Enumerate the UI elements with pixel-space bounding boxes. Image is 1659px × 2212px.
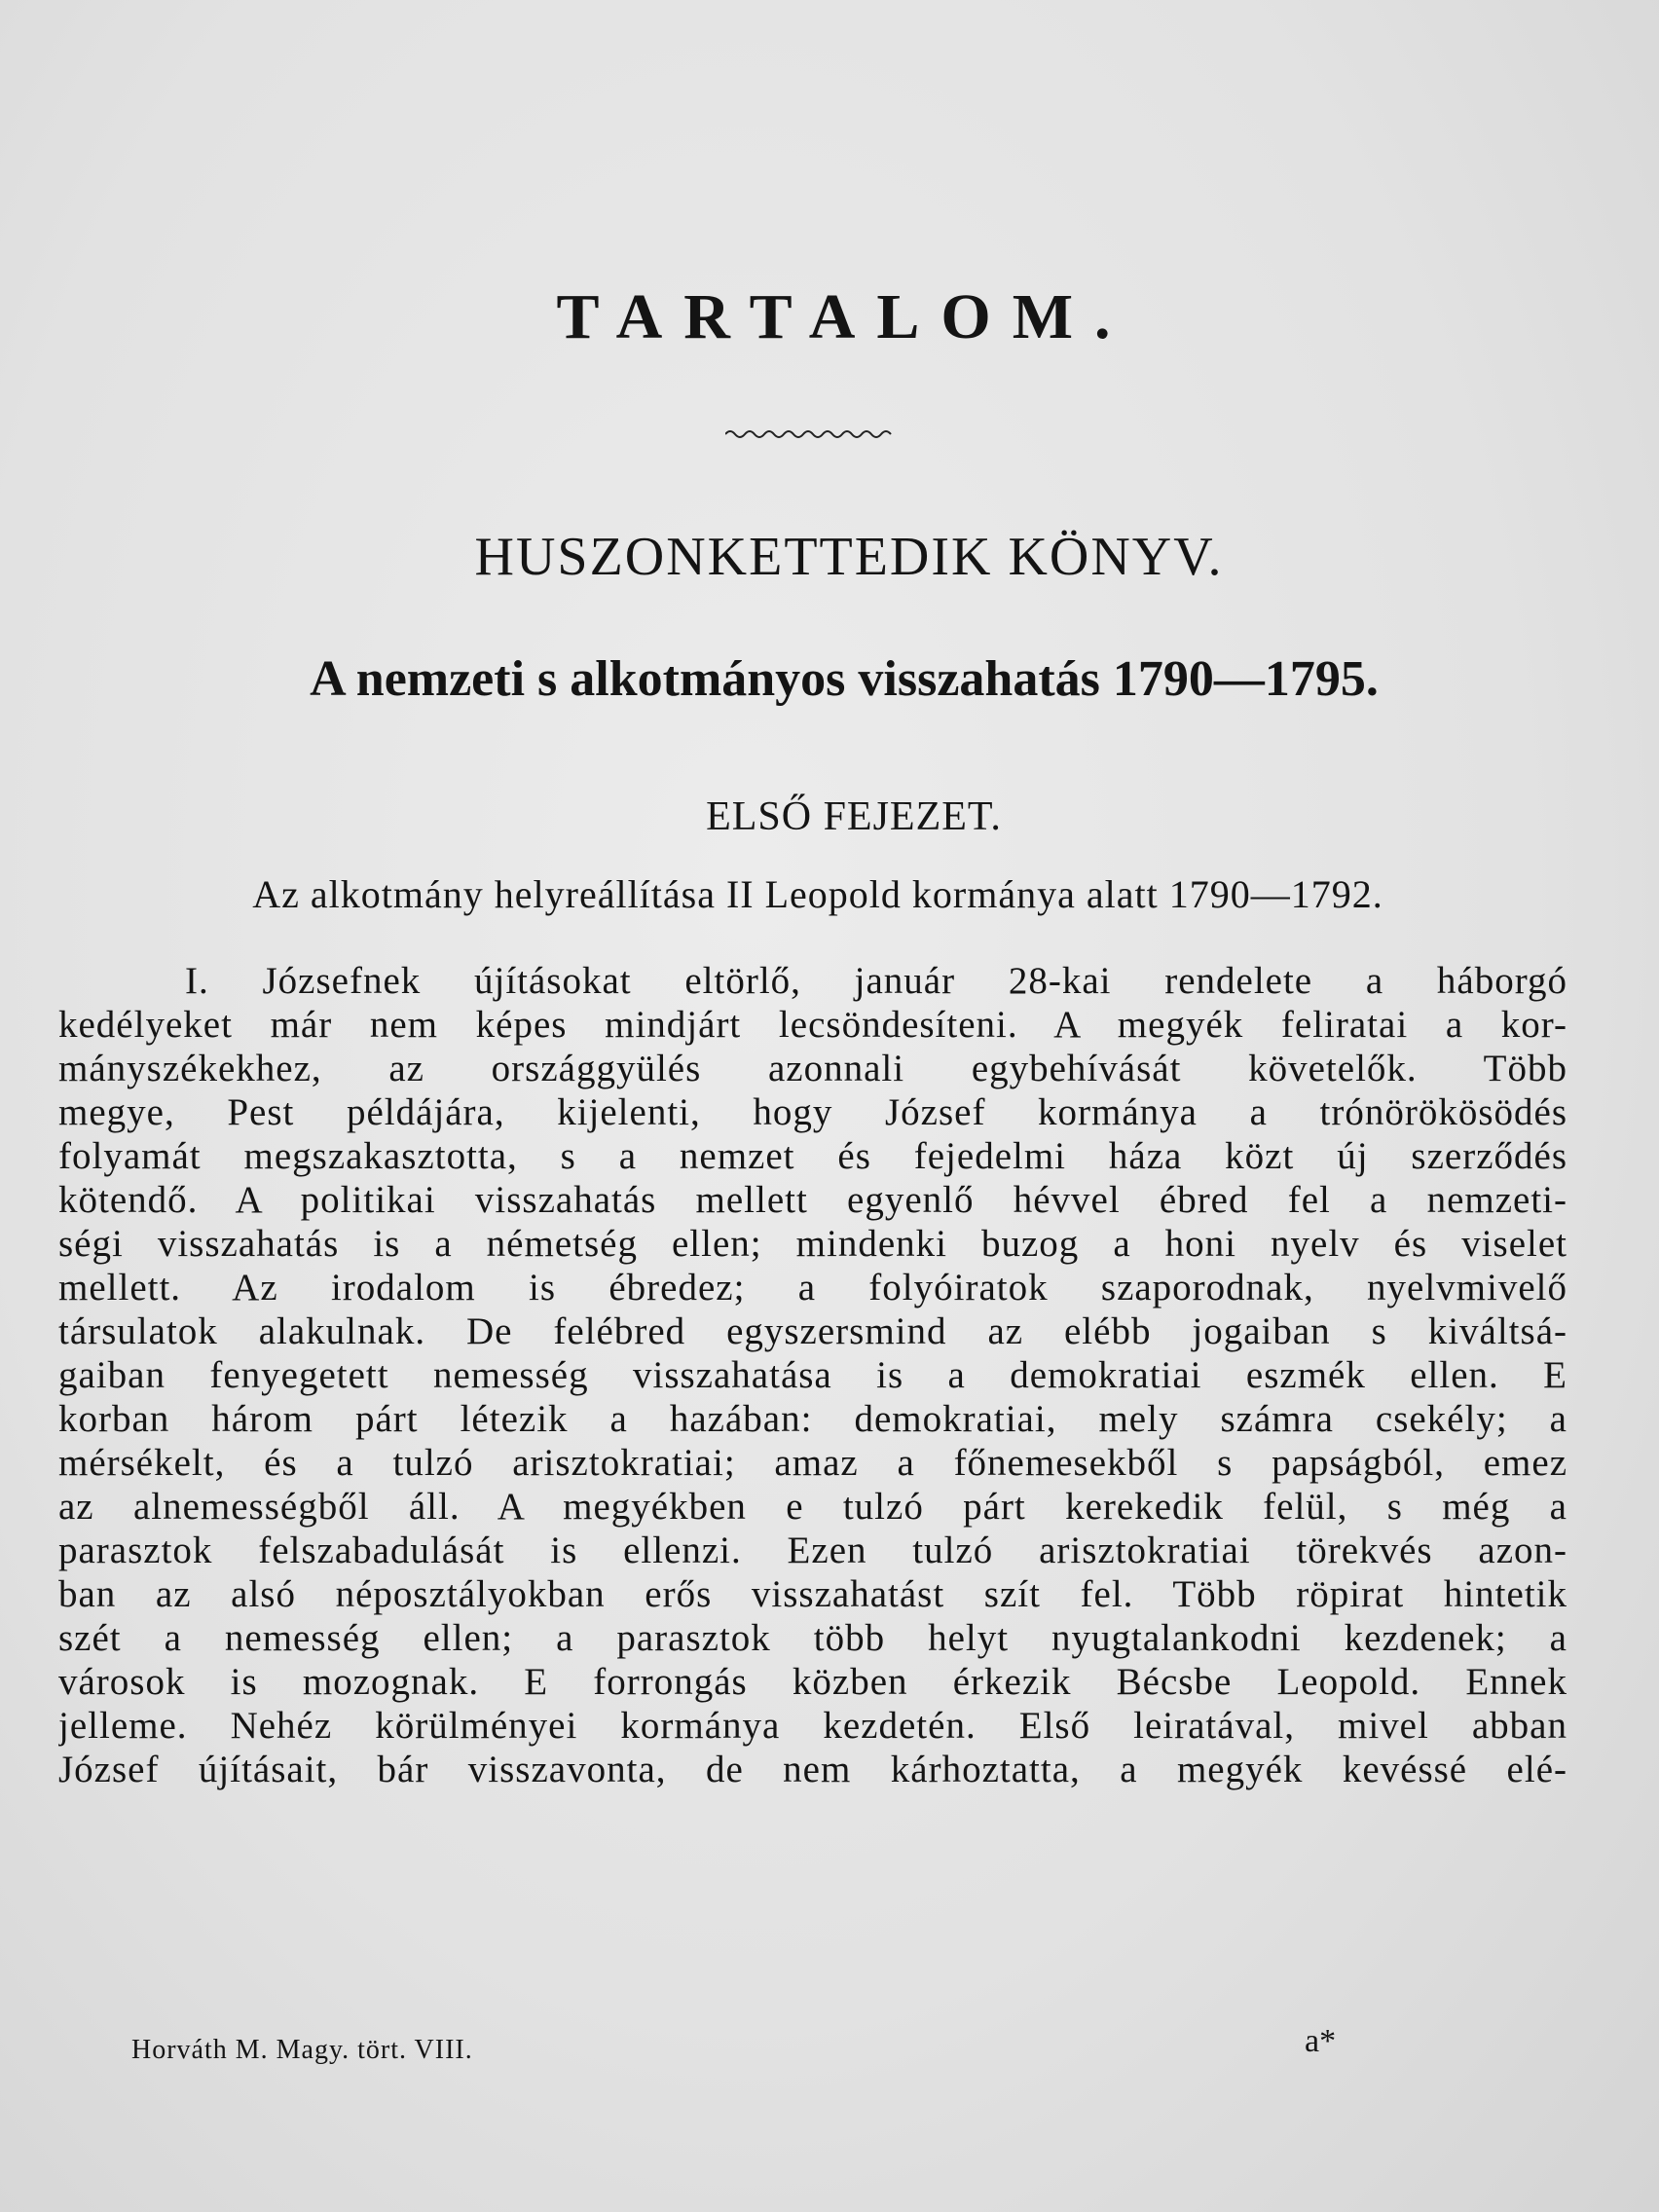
text-line: kedélyeket már nem képes mindjárt lecsöndesíteni. A megyék feliratai a kor-: [58, 1004, 1567, 1046]
chapter-heading: ELSŐ FEJEZET.: [706, 794, 1002, 839]
chapter-subtitle: Az alkotmány helyreállítása II Leopold kormánya alatt 1790—1792.: [252, 872, 1383, 916]
summary-text: [58, 959, 1567, 1791]
text-line: mérsékelt, és a tulzó arisztokratiai; amaz a főnemesekből s papságból, emez: [58, 1442, 1567, 1484]
page-title: TARTALOM.: [556, 281, 1132, 352]
text-line: korban három párt létezik a hazában: demokratiai, mely számra csekély; a: [58, 1398, 1567, 1440]
text-line: kötendő. A politikai visszahatás mellett egyenlő hévvel ébred fel a nemzeti-: [58, 1179, 1567, 1221]
signature-mark: a*: [1305, 2023, 1337, 2059]
book-heading: HUSZONKETTEDIK KÖNYV.: [474, 527, 1224, 587]
text-line: jelleme. Nehéz körülményei kormánya kezdetén. Első leiratával, mivel abban: [58, 1705, 1567, 1747]
text-line: társulatok alakulnak. De felébred egyszersmind az elébb jogaiban s kiváltsá-: [58, 1310, 1567, 1352]
text-line: ban az alsó néposztályokban erős visszahatást szít fel. Több röpirat hintetik: [58, 1573, 1567, 1615]
text-line: szét a nemesség ellen; a parasztok több helyt nyugtalankodni kezdenek; a: [58, 1617, 1567, 1659]
text-line: mányszékekhez, az országgyülés azonnali egybehívását követelők. Több: [58, 1048, 1567, 1089]
text-line: az alnemességből áll. A megyékben e tulzó párt kerekedik felül, s még a: [58, 1486, 1567, 1528]
text-line: parasztok felszabadulását is ellenzi. Ezen tulzó arisztokratiai törekvés azon-: [58, 1530, 1567, 1571]
text-line: mellett. Az irodalom is ébredez; a folyóiratok szaporodnak, nyelvmivelő: [58, 1267, 1567, 1309]
footer-source: Horváth M. Magy. tört. VIII.: [131, 2035, 473, 2065]
text-line: folyamát megszakasztotta, s a nemzet és fejedelmi háza közt új szerződés: [58, 1135, 1567, 1177]
text-line: József újításait, bár visszavonta, de nem kárhoztatta, a megyék kevéssé elé-: [58, 1749, 1567, 1790]
wavy-divider-icon: [725, 426, 896, 442]
text-line: megye, Pest példájára, kijelenti, hogy József kormánya a trónörökösödés: [58, 1091, 1567, 1133]
text-line: I. Józsefnek újításokat eltörlő, január 28-kai rendelete a háborgó: [185, 960, 1567, 1002]
text-line: városok is mozognak. E forrongás közben érkezik Bécsbe Leopold. Ennek: [58, 1661, 1567, 1703]
text-line: gaiban fenyegetett nemesség visszahatása is a demokratiai eszmék ellen. E: [58, 1354, 1567, 1396]
text-line: ségi visszahatás is a németség ellen; mindenki buzog a honi nyelv és viselet: [58, 1223, 1567, 1265]
book-subtitle: A nemzeti s alkotmányos visszahatás 1790—1795.: [310, 651, 1379, 707]
